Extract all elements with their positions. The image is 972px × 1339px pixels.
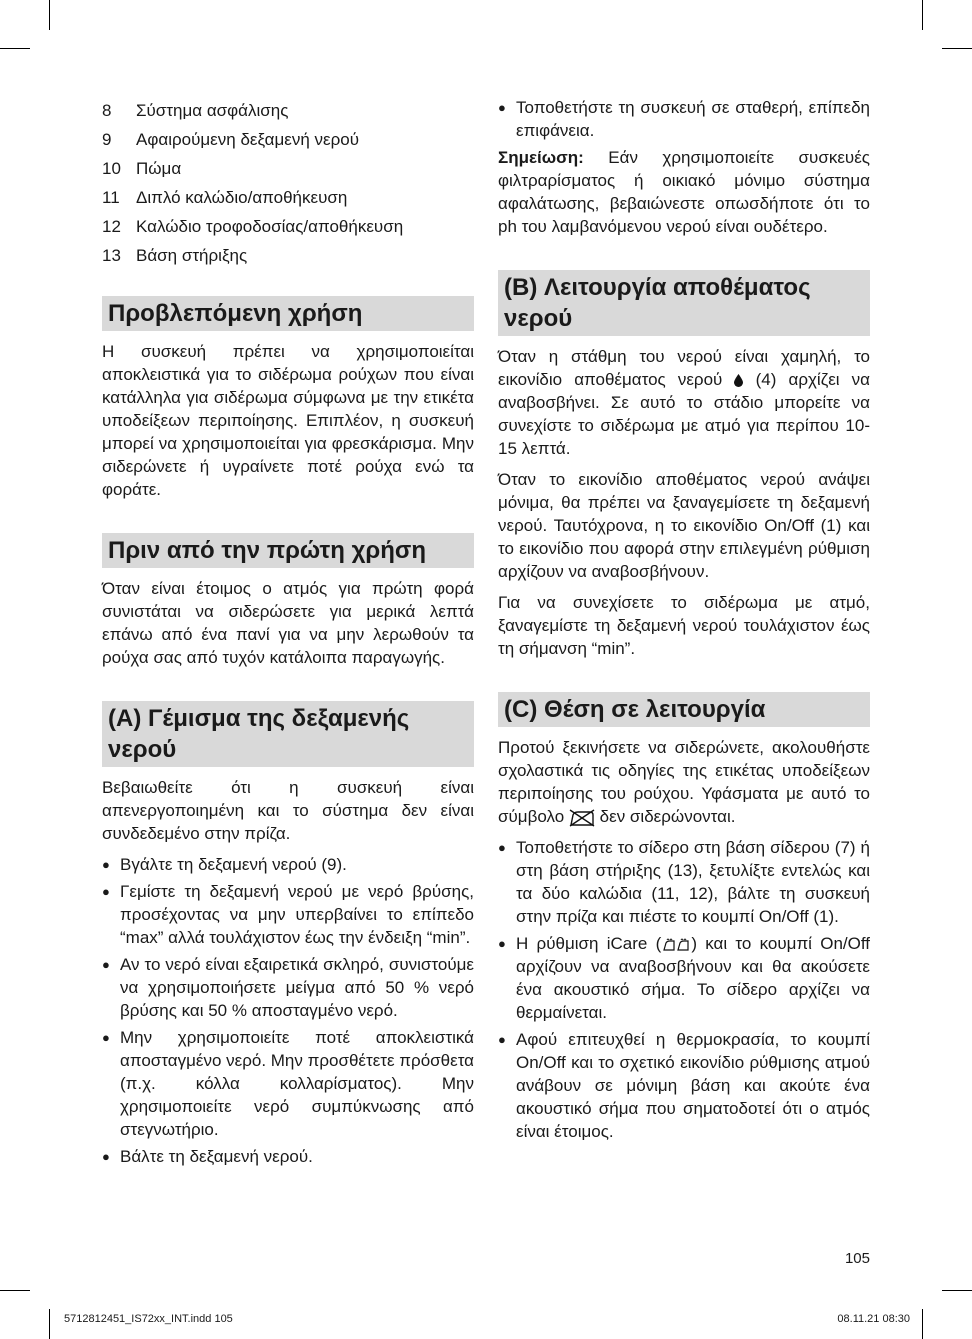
- crop-mark: [922, 0, 923, 30]
- right-column: [498, 96, 870, 1147]
- left-column: [102, 96, 474, 1172]
- page-number: 105: [844, 1250, 870, 1267]
- crop-mark: [0, 1290, 30, 1291]
- section-b-p3: Για να συνεχίσετε το σιδέρωμα με ατμό, ξαναγεμίστε τη δεξαμενή νερού τουλάχιστον έως τη σήμανση “min”.: [498, 593, 870, 658]
- note-text: Εάν χρησιμοποιείτε συσκευές φιλτραρίσματος ή οικιακό μόνιμο σύστημα αφαλάτωσης, βεβαιώνεστε οπωσδήποτε ότι το ph του λαμβανόμενου νερού είναι ουδέτερο.: [498, 148, 870, 236]
- footer-file-info: 5712812451_IS72xx_INT.indd 105: [64, 1313, 233, 1325]
- section-a-bullets-cont: [498, 96, 870, 142]
- list-item: 11 Διπλό καλώδιο/αποθήκευση: [102, 188, 348, 207]
- list-item: 9 Αφαιρούμενη δεξαμενή νερού: [102, 130, 360, 149]
- list-item: 8 Σύστημα ασφάλισης: [102, 101, 289, 120]
- crop-mark: [942, 1290, 972, 1291]
- no-iron-icon: [569, 809, 595, 827]
- list-item: 12 Καλώδιο τροφοδοσίας/αποθήκευση: [102, 217, 404, 236]
- parts-list: [102, 96, 474, 270]
- before-first-use-text: Όταν είναι έτοιμος ο ατμός για πρώτη φορά συνιστάται να σιδερώσετε για μερικά λεπτά επάνω από ένα πανί για να μην λερωθούν τα ρούχα σας από τυχόν κατάλοιπα παραγωγής.: [102, 579, 474, 667]
- list-item: ● Μην χρησιμοποιείτε ποτέ αποκλειστικά αποσταγμένο νερό. Μην προσθέτετε πρόσθετα (π.χ. κόλλα κολλαρίσματος). Μην χρησιμοποιείτε νερό συμπύκνωσης από στεγνωτήριο.: [102, 1026, 474, 1141]
- section-c-intro: Προτού ξεκινήσετε να σιδερώνετε, ακολουθήστε σχολαστικά τις οδηγίες της ετικέτας υποδείξεων περιποίησης του ρούχου. Υφάσματα με αυτό το σύμβολο δεν σιδερώνονται.: [498, 738, 870, 826]
- crop-mark: [49, 1309, 50, 1339]
- icare-icon: [661, 937, 691, 953]
- list-item: ● Βγάλτε τη δεξαμενή νερού (9).: [102, 853, 474, 876]
- section-a-intro: Βεβαιωθείτε ότι η συσκευή είναι απενεργοποιημένη και το σύστημα δεν είναι συνδεδεμένο στην πρίζα.: [102, 778, 474, 843]
- crop-mark: [49, 0, 50, 30]
- section-b-p2: Όταν το εικονίδιο αποθέματος νερού ανάψει μόνιμα, θα πρέπει να ξαναγεμίσετε τη δεξαμενή νερού. Ταυτόχρονα, η το εικονίδιο On/Off (1) και το εικονίδιο που αφορά στην επιλεγμένη ρύθμιση αρχίζουν να αναβοσβήνουν.: [498, 470, 870, 581]
- section-b-p1: Όταν η στάθμη του νερού είναι χαμηλή, το εικονίδιο αποθέματος νερού (4) αρχίζει να αναβοσβήνει. Σε αυτό το στάδιο μπορείτε να συνεχίστε το σιδέρωμα με ατμό για περίπου 10-15 λεπτά.: [498, 347, 870, 458]
- section-a-bullets: [102, 853, 474, 1168]
- crop-mark: [0, 48, 30, 49]
- list-item: ● Αφού επιτευχθεί η θερμοκρασία, το κουμπί On/Off και το σχετικό εικονίδιο ρύθμισης ατμού ανάβουν σε μόνιμη βάση και ακούτε ένα ακουστικό σήμα που σηματοδοτεί ότι ο ατμός είναι έτοιμος.: [498, 1028, 870, 1143]
- list-item: 10 Πώμα: [102, 159, 182, 178]
- list-item: ● Η ρύθμιση iCare ( ) και το κουμπί On/Off αρχίζουν να αναβοσβήνουν και θα ακούσετε ένα ακουστικό σήμα. Το σίδερο αρχίζει να θερμαίνεται.: [498, 932, 870, 1024]
- before-first-use-heading: Πριν από την πρώτη χρήση: [102, 533, 474, 568]
- list-item: ● Γεμίστε τη δεξαμενή νερού με νερό βρύσης, προσέχοντας να μην υπερβαίνει το επίπεδο “max” αλλά τουλάχιστον έως την ένδειξη “min”.: [102, 880, 474, 949]
- list-item: ● Τοποθετήστε το σίδερο στη βάση σίδερου (7) ή στη βάση στήριξης (13), ξετυλίξτε εντελώς και τα δύο καλώδια (11, 12), βάλτε τη συσκευή στην πρίζα και πιέστε το κουμπί On/Off (1).: [498, 836, 870, 928]
- section-b-heading: (B) Λειτουργία αποθέματος νερού: [498, 270, 870, 336]
- water-drop-icon: [734, 374, 743, 387]
- crop-mark: [922, 1309, 923, 1339]
- footer-date: 08.11.21 08:30: [837, 1313, 910, 1325]
- crop-mark: [942, 48, 972, 49]
- list-item: 13 Βάση στήριξης: [102, 246, 248, 265]
- intended-use-text: Η συσκευή πρέπει να χρησιμοποιείται αποκλειστικά για το σιδέρωμα ρούχων που είναι κατάλληλα για σιδέρωμα σύμφωνα με την ετικέτα υποδείξεων περιποίησης. Επιπλέον, η συσκευή μπορεί να χρησιμοποιείται για φρεσκάρισμα. Μην σιδερώνετε ή υγραίνετε ποτέ ρούχα ενώ τα φοράτε.: [102, 342, 474, 499]
- list-item: ● Βάλτε τη δεξαμενή νερού.: [102, 1145, 474, 1168]
- note-label: Σημείωση:: [498, 148, 584, 167]
- list-item: ● Αν το νερό είναι εξαιρετικά σκληρό, συνιστούμε να χρησιμοποιήσετε μείγμα από 50 % νερό βρύσης και 50 % αποσταγμένο νερό.: [102, 953, 474, 1022]
- note-paragraph: [498, 146, 870, 238]
- section-c-bullets: [498, 836, 870, 1143]
- list-item: ● Τοποθετήστε τη συσκευή σε σταθερή, επίπεδη επιφάνεια.: [498, 96, 870, 142]
- section-a-heading: (A) Γέμισμα της δεξαμενής νερού: [102, 701, 474, 767]
- section-c-heading: (C) Θέση σε λειτουργία: [498, 692, 870, 727]
- intended-use-heading: Προβλεπόμενη χρήση: [102, 296, 474, 331]
